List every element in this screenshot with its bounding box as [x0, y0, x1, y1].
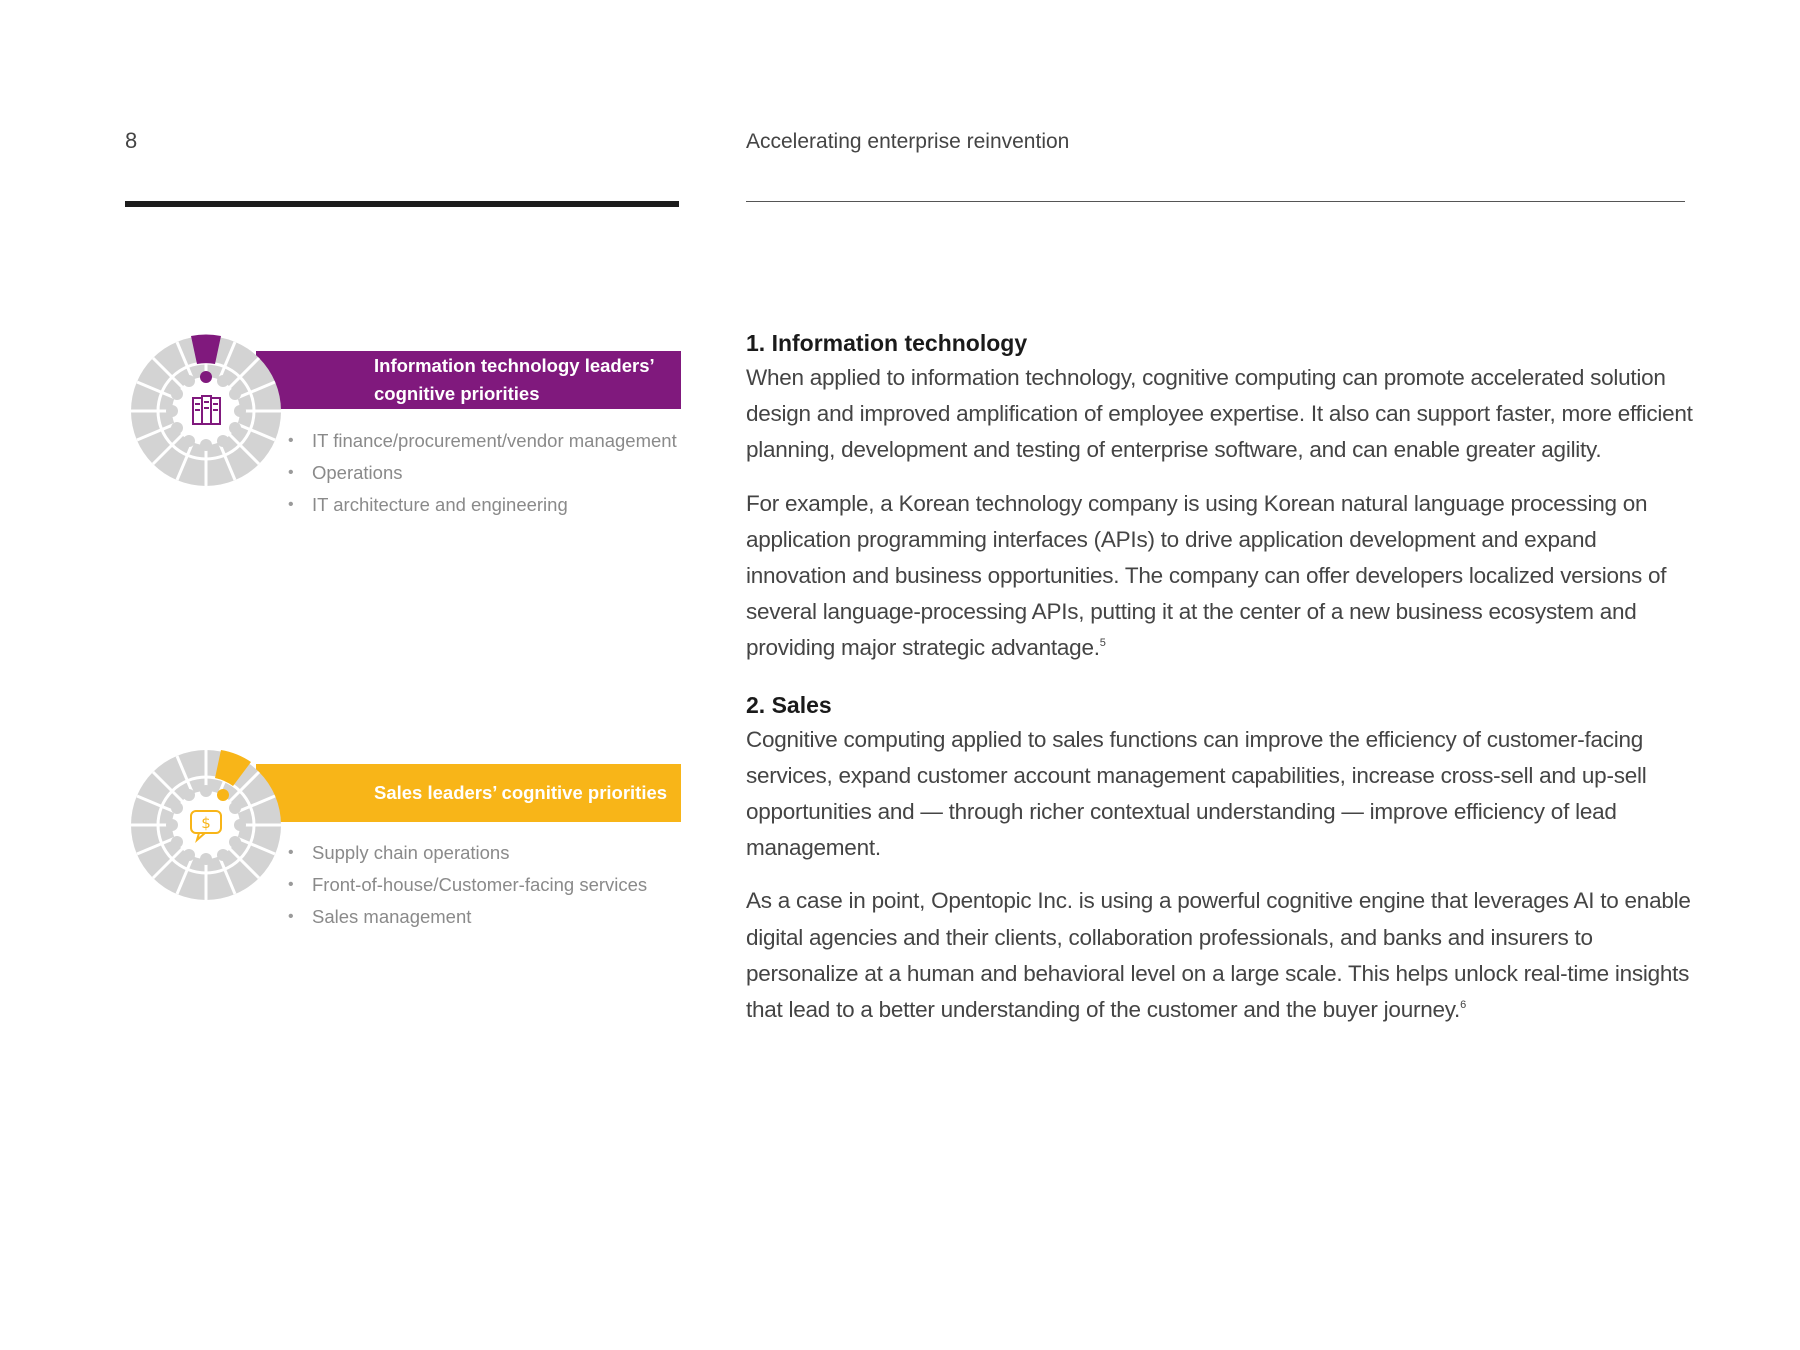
it-panel-title — [256, 351, 681, 409]
right-column-rule — [746, 201, 1685, 202]
list-item: • Operations — [288, 462, 403, 483]
list-item: • Sales management — [288, 906, 472, 927]
it-paragraph-2: For example, a Korean technology company is using Korean natural language processing on application programming interfaces (APIs) to drive application development and expand innovation and business opportunities. The company can offer developers localized versions of several language-processing APIs, putting it at the center of a new business ecosystem and providing major strategic advantage.$^5$ — [746, 490, 1667, 661]
bullet-icon: • — [288, 844, 294, 861]
bullet-icon: • — [288, 432, 294, 449]
running-header: Accelerating enterprise reinvention — [746, 130, 1070, 153]
main-content — [746, 326, 1696, 1045]
sales-panel-title: Sales leaders’ cognitive priorities — [256, 764, 681, 822]
list-item: • Front-of-house/Customer-facing services — [288, 874, 648, 895]
bullet-icon: • — [288, 876, 294, 893]
it-panel-title-line2: cognitive priorities — [374, 383, 540, 404]
section-heading-sales: 2. Sales — [746, 691, 832, 718]
page-number: 8 — [125, 128, 138, 153]
sales-paragraph-1: Cognitive computing applied to sales functions can improve the efficiency of customer-facing services, expand customer account management capabilities, increase cross-sell and up-sell opportunities and — through richer contextual understanding — improve efficiency of lead management. — [746, 726, 1647, 861]
list-item: • IT finance/procurement/vendor management — [288, 430, 677, 451]
sales-wheel-graphic — [129, 748, 283, 902]
it-paragraph-1: When applied to information technology, cognitive computing can promote accelerated solution design and improved amplification of employee expertise. It also can support faster, more efficient planning, development and testing of enterprise software, and can enable greater agility. — [746, 365, 1693, 463]
bullet-icon: • — [288, 464, 294, 481]
bullet-icon: • — [288, 496, 294, 513]
footnote-ref: 5 — [1099, 637, 1106, 650]
left-column-rule — [125, 201, 679, 207]
section-heading-it: 1. Information technology — [746, 330, 1028, 356]
list-item: • IT architecture and engineering — [288, 494, 568, 515]
it-wheel-graphic — [129, 334, 283, 488]
sales-priority-list — [288, 840, 678, 936]
bullet-icon: • — [288, 908, 294, 925]
list-item: • Supply chain operations — [288, 842, 510, 863]
sales-paragraph-2: As a case in point, Opentopic Inc. is using a powerful cognitive engine that leverages AI to enable digital agencies and their clients, collaboration professionals, and banks and insurers to personalize at a human and behavioral level on a large scale. This helps unlock real-time insights that lead to a better understanding of the customer and the buyer journey.$^6$ — [746, 888, 1691, 1023]
footnote-ref: 6 — [1460, 999, 1466, 1012]
svg-text:$: $ — [201, 814, 211, 832]
it-priority-list — [288, 428, 678, 524]
it-panel-title-line1: Information technology leaders’ — [374, 355, 655, 376]
